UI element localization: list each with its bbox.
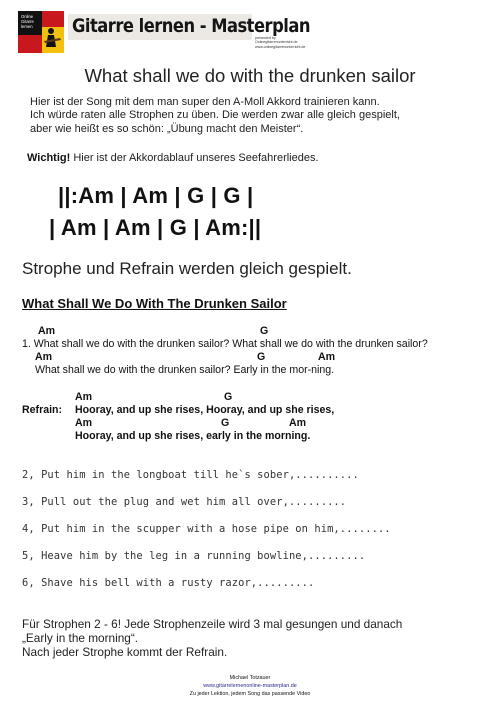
chord-label: G <box>260 325 269 337</box>
verse-line: 6, Shave his bell with a rusty razor,......... <box>22 577 315 589</box>
chord-label: G <box>257 351 266 363</box>
chord-label: Am <box>75 391 93 403</box>
intro-line: Ich würde raten alle Strophen zu üben. Die werden zwar alle gleich gespielt, <box>30 109 400 122</box>
intro-text <box>30 96 400 136</box>
chord-label: Am <box>75 417 93 429</box>
verse-line: 5, Heave him by the leg in a running bowline,......... <box>22 550 366 562</box>
footer-tagline: Zu jeder Lektion, jedem Song das passende Video <box>189 691 311 697</box>
refrain-label: Refrain: <box>22 404 63 416</box>
brand-title: Gitarre lernen - Masterplan <box>72 15 310 37</box>
logo-red-block <box>18 35 42 53</box>
logo-text-2: Gitarre <box>21 19 34 24</box>
intro-line: Hier ist der Song mit dem man super den A-Moll Akkord trainieren kann. <box>30 96 380 108</box>
footer-link[interactable]: www.gitarrelernenonline-masterplan.de <box>203 683 297 689</box>
logo-text-3: lernen <box>21 24 33 29</box>
logo-text-1: Online <box>21 14 34 19</box>
note-line: Nach jeder Strophe kommt der Refrain. <box>22 645 228 660</box>
brand-small-print <box>255 36 306 49</box>
chord-label: Am <box>38 325 56 337</box>
refrain-line: Hooray, and up she rises, Hooray, and up she rises, <box>75 404 335 416</box>
lyric-line: 1. What shall we do with the drunken sailor? What shall we do with the drunken sailor? <box>22 338 428 350</box>
wichtig-label: Wichtig! <box>27 152 71 164</box>
chord-label: Am <box>318 351 336 363</box>
chord-progression-line: | Am | Am | G | Am:|| <box>49 215 262 240</box>
logo <box>18 11 64 53</box>
chord-progression-line: ||:Am | Am | G | G | <box>58 183 254 208</box>
wichtig-note <box>27 152 319 164</box>
same-play-note: Strophe und Refrain werden gleich gespielt. <box>22 259 352 278</box>
intro-line: aber wie heißt es so schön: „Übung macht den Meister“. <box>30 122 304 135</box>
repeat-note <box>22 617 402 660</box>
chord-label: Am <box>289 417 307 429</box>
song-heading: What Shall We Do With The Drunken Sailor <box>22 296 287 311</box>
wichtig-text: Hier ist der Akkordablauf unseres Seefahrerliedes. <box>70 152 319 164</box>
song-title: What shall we do with the drunken sailor <box>84 65 416 86</box>
verse-line: 4, Put him in the scupper with a hose pipe on him,........ <box>22 523 391 535</box>
small-print-3: www.onlinegitarrenunterricht.de <box>255 44 306 49</box>
footer-author: Michael Totzauer <box>229 675 271 681</box>
note-line: „Early in the morning“. <box>22 631 139 646</box>
small-print-2: Onlinegitarrenunterricht.de <box>255 40 298 45</box>
chord-label: G <box>221 417 230 429</box>
verse-line: 3, Pull out the plug and wet him all over,......... <box>22 496 347 508</box>
verse-line: 2, Put him in the longboat till he`s sober,.......... <box>22 469 359 481</box>
refrain-line: Hooray, and up she rises, early in the morning. <box>75 430 311 442</box>
guitarist-figure-icon <box>48 28 54 34</box>
small-print-1: presented by <box>255 36 276 40</box>
logo-red-top-block <box>42 11 64 27</box>
note-line: Für Strophen 2 - 6! Jede Strophenzeile wird 3 mal gesungen und danach <box>22 617 403 631</box>
chord-label: G <box>224 391 233 403</box>
lyric-line: What shall we do with the drunken sailor? Early in the mor-ning. <box>35 364 335 376</box>
chord-label: Am <box>35 351 53 363</box>
